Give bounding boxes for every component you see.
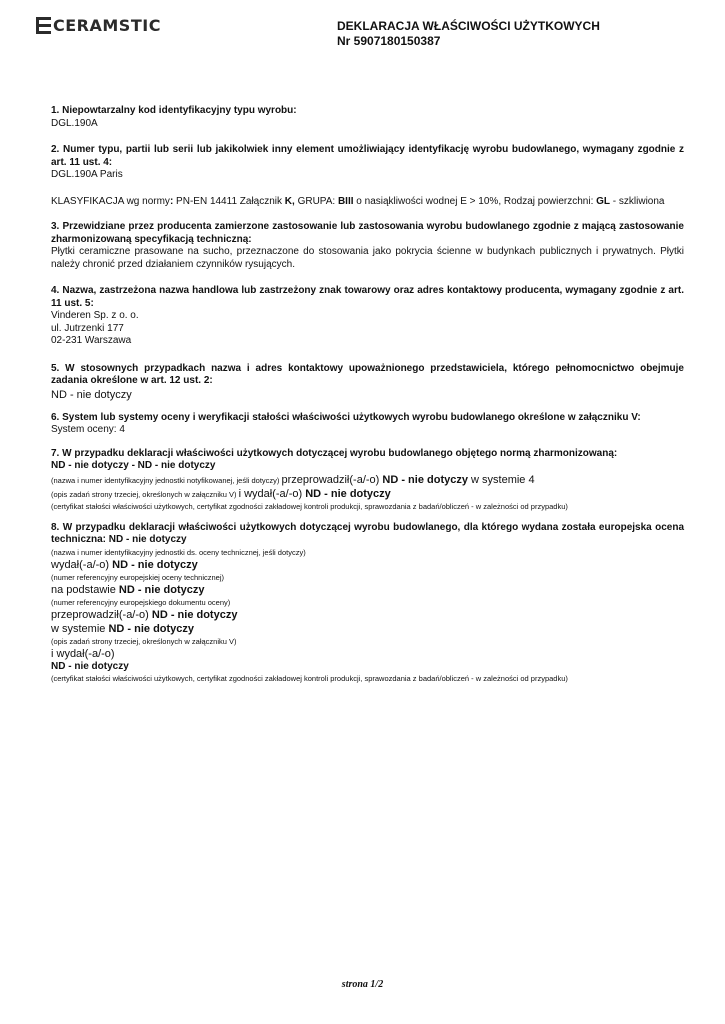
brand-logo — [36, 15, 161, 35]
section-7: 7. W przypadku deklaracji właściwości użytkowych dotyczącej wyrobu budowlanego objętego normą zharmonizowaną: ND - nie dotyczy - ND - nie dotyczy (nazwa i numer identyfikacyjny jednostki notyfikowanej, jeśli dotyczy) przeprowadził(-a/-o) ND - nie dotyczy w systemie 4 (opis zadań strony trzeciej, określonych w załączniku V) i wydał(-a/-o) ND - nie dotyczy (certyfikat stałości właściwości użytkowych, certyfikat zgodności zakładowej kontroli produkcji, sprawozdania z badań/obliczeń - w zależności od przypadku) — [51, 448, 684, 512]
section-heading: 1. Niepowtarzalny kod identyfikacyjny typu wyrobu: — [51, 105, 297, 116]
footnote: (opis zadań strony trzeciej, określonych w załączniku V) — [51, 636, 237, 646]
section-value: DGL.190A Paris — [51, 169, 123, 180]
section-value: DGL.190A — [51, 117, 98, 129]
section-5 — [51, 363, 684, 402]
section-1 — [51, 105, 684, 130]
footnote: (certyfikat stałości właściwości użytkowych, certyfikat zgodności zakładowej kontroli produkcji, sprawozdania z badań/obliczeń - w zależności od przypadku) — [51, 674, 568, 683]
section-2 — [51, 144, 684, 182]
footnote: (certyfikat stałości właściwości użytkowych, certyfikat zgodności zakładowej kontroli produkcji, sprawozdania z badań/obliczeń - w zależności od przypadku) — [51, 501, 568, 511]
section-4 — [51, 285, 684, 348]
section-8: 8. W przypadku deklaracji właściwości użytkowych dotyczącej wyrobu budowlanego, dla którego wydana została europejska ocena techniczna: ND - nie dotyczy (nazwa i numer identyfikacyjny jednostki ds. oceny technicznej, jeśli dotyczy) wydał(-a/-o) ND - nie dotyczy (numer referencyjny europejskiej oceny technicznej) na podstawie ND - nie dotyczy (numer referencyjny europejskiego dokumentu oceny) przeprowadził(-a/-o) ND - nie dotyczy w systemie ND - nie dotyczy (opis zadań strony trzeciej, określonych w załączniku V) i wydał(-a/-o) ND - nie dotyczy (certyfikat stałości właściwości użytkowych, certyfikat zgodności zakładowej kontroli produkcji, sprawozdania z badań/obliczeń - w zależności od przypadku) — [51, 521, 684, 683]
classification: KLASYFIKACJA wg normy: PN-EN 14411 Załącznik K, GRUPA: BIII o nasiąkliwości wodnej E > 10%, Rodzaj powierzchni: GL - szkliwiona — [51, 195, 665, 207]
title-line-1: DEKLARACJA WŁAŚCIWOŚCI UŻYTKOWYCH — [337, 19, 600, 33]
producer-name: Vinderen Sp. z o. o. — [51, 310, 139, 321]
declaration-number: Nr 5907180150387 — [337, 34, 441, 48]
section-6 — [51, 412, 684, 437]
section-heading: 5. W stosownych przypadkach nazwa i adres kontaktowy upoważnionego przedstawiciela, którego pełnomocnictwo obejmuje zadania określone w art. 12 ust. 2: — [51, 362, 684, 386]
section-heading: 7. W przypadku deklaracji właściwości użytkowych dotyczącej wyrobu budowlanego objętego normą zharmonizowaną: — [51, 447, 618, 459]
section-heading: 4. Nazwa, zastrzeżona nazwa handlowa lub zastrzeżony znak towarowy oraz adres kontaktowy producenta, wymagany zgodnie z art. 11 ust. 5: — [51, 285, 684, 309]
footnote: (numer referencyjny europejskiej oceny technicznej) — [51, 572, 224, 582]
section-value: Płytki ceramiczne prasowane na sucho, przeznaczone do stosowania jako pokrycia ścienne w budynkach publicznych i prywatnych. Płytki należy chronić przed działaniem czynników rysujących. — [51, 246, 684, 270]
section-heading: 8. W przypadku deklaracji właściwości użytkowych dotyczącej wyrobu budowlanego, dla którego wydana została europejska ocena techniczna: ND - nie dotyczy — [51, 521, 684, 545]
section-3 — [51, 221, 684, 271]
footnote: (numer referencyjny europejskiego dokumentu oceny) — [51, 597, 231, 607]
document-title — [337, 19, 600, 49]
notified-body: ND - nie dotyczy - ND - nie dotyczy — [51, 460, 216, 471]
section-heading: 3. Przewidziane przez producenta zamierzone zastosowanie lub zastosowania wyrobu budowlanego zgodnie z mającą zastosowanie zharmonizowaną specyfikacją techniczną: — [51, 221, 684, 245]
page-number: strona 1/2 — [341, 979, 384, 990]
producer-street: ul. Jutrzenki 177 — [51, 322, 124, 334]
footnote: (nazwa i numer identyfikacyjny jednostki ds. oceny technicznej, jeśli dotyczy) — [51, 547, 306, 557]
producer-city: 02-231 Warszawa — [51, 335, 132, 346]
logo-text: CERAMSTIC — [53, 15, 161, 35]
section-heading: 6. System lub systemy oceny i weryfikacji stałości właściwości użytkowych wyrobu budowlanego określone w załączniku V: — [51, 411, 641, 423]
section-value: ND - nie dotyczy — [51, 388, 132, 401]
section-heading: 2. Numer typu, partii lub serii lub jakikolwiek inny element umożliwiający identyfikację wyrobu budowlanego, wymagany zgodnie z art. 11 ust. 4: — [51, 144, 684, 168]
logo-mark-icon — [36, 17, 51, 34]
document-body — [51, 105, 684, 684]
section-value: System oceny: 4 — [51, 424, 125, 435]
